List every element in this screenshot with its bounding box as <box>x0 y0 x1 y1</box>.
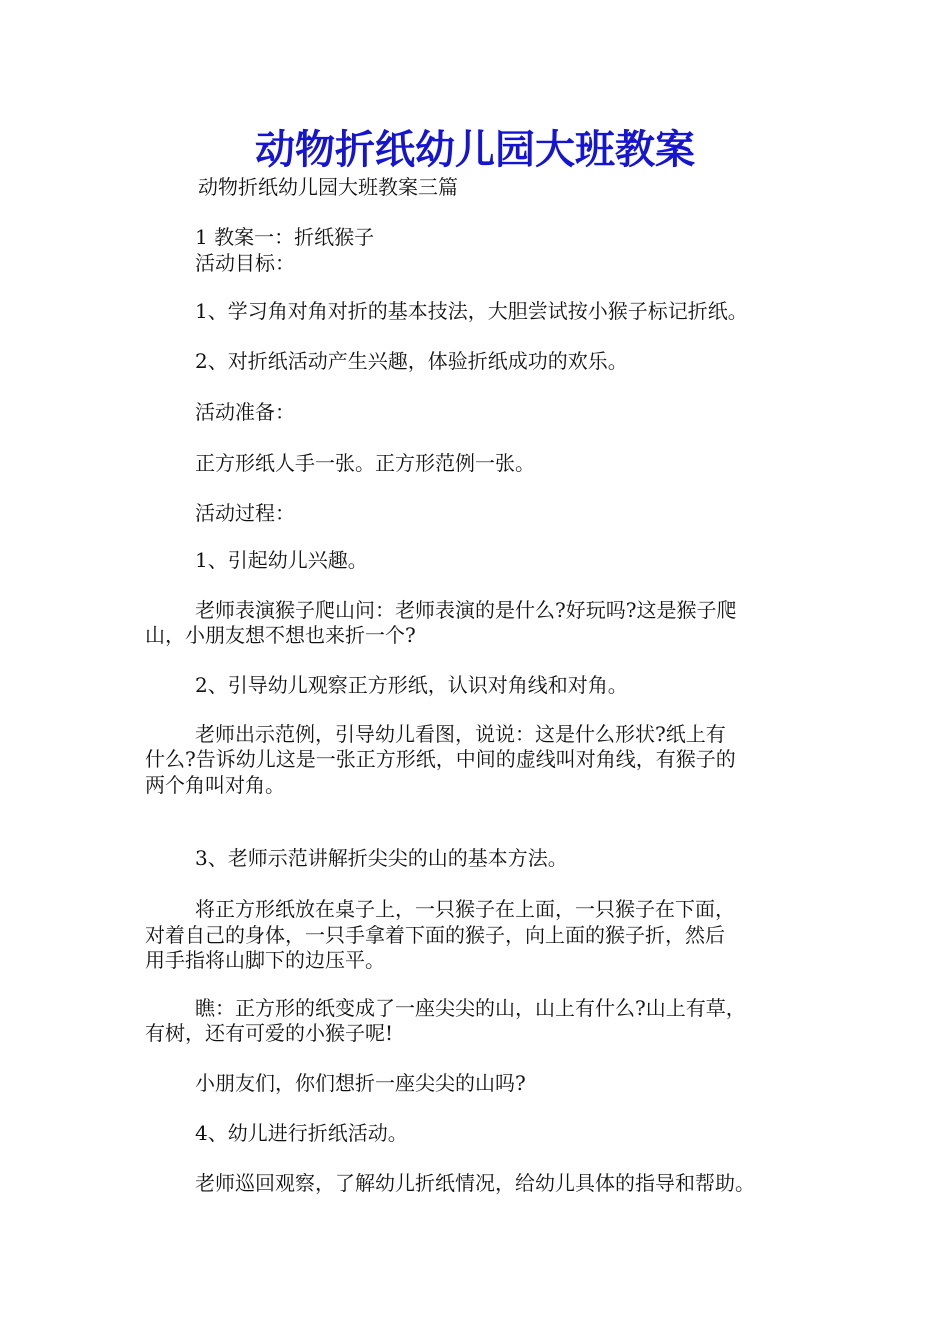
paragraph-step-4-detail: 老师巡回观察，了解幼儿折纸情况，给幼儿具体的指导和帮助。 <box>195 1171 755 1195</box>
paragraph-step-1-detail-line-1: 老师表演猴子爬山问：老师表演的是什么?好玩吗?这是猴子爬 <box>195 598 737 622</box>
paragraph-step-3: 3、老师示范讲解折尖尖的山的基本方法。 <box>195 846 568 870</box>
paragraph-step-3-detail-line-1: 将正方形纸放在桌子上，一只猴子在上面，一只猴子在下面， <box>195 897 735 921</box>
paragraph-step-3-detail-line-3: 用手指将山脚下的边压平。 <box>145 948 385 972</box>
paragraph-step-2-detail-line-1: 老师出示范例，引导幼儿看图，说说：这是什么形状?纸上有 <box>195 722 726 746</box>
paragraph-step-3-detail-line-2: 对着自己的身体，一只手拿着下面的猴子，向上面的猴子折，然后 <box>145 923 725 947</box>
paragraph-look-line-1: 瞧：正方形的纸变成了一座尖尖的山，山上有什么?山上有草， <box>195 996 746 1020</box>
paragraph-step-1: 1、引起幼儿兴趣。 <box>195 548 368 572</box>
paragraph-step-2-detail-line-2: 什么?告诉幼儿这是一张正方形纸，中间的虚线叫对角线，有猴子的 <box>145 747 736 771</box>
paragraph-goal-2: 2、对折纸活动产生兴趣，体验折纸成功的欢乐。 <box>195 349 628 373</box>
paragraph-step-1-detail-line-2: 山，小朋友想不想也来折一个? <box>145 623 416 647</box>
paragraph-step-4: 4、幼儿进行折纸活动。 <box>195 1121 408 1145</box>
document-subtitle: 动物折纸幼儿园大班教案三篇 <box>198 175 458 199</box>
paragraph-prep-text: 正方形纸人手一张。正方形范例一张。 <box>195 451 535 475</box>
paragraph-lesson-heading: 1 教案一：折纸猴子 <box>195 225 375 249</box>
paragraph-question: 小朋友们，你们想折一座尖尖的山吗? <box>195 1071 526 1095</box>
paragraph-step-2-detail-line-3: 两个角叫对角。 <box>145 773 285 797</box>
paragraph-goals-heading: 活动目标： <box>195 251 295 275</box>
paragraph-process-heading: 活动过程： <box>195 501 295 525</box>
paragraph-goal-1: 1、学习角对角对折的基本技法，大胆尝试按小猴子标记折纸。 <box>195 299 748 323</box>
paragraph-prep-heading: 活动准备： <box>195 400 295 424</box>
document-title: 动物折纸幼儿园大班教案 <box>255 126 695 173</box>
paragraph-step-2: 2、引导幼儿观察正方形纸，认识对角线和对角。 <box>195 673 628 697</box>
paragraph-look-line-2: 有树，还有可爱的小猴子呢! <box>145 1021 394 1045</box>
